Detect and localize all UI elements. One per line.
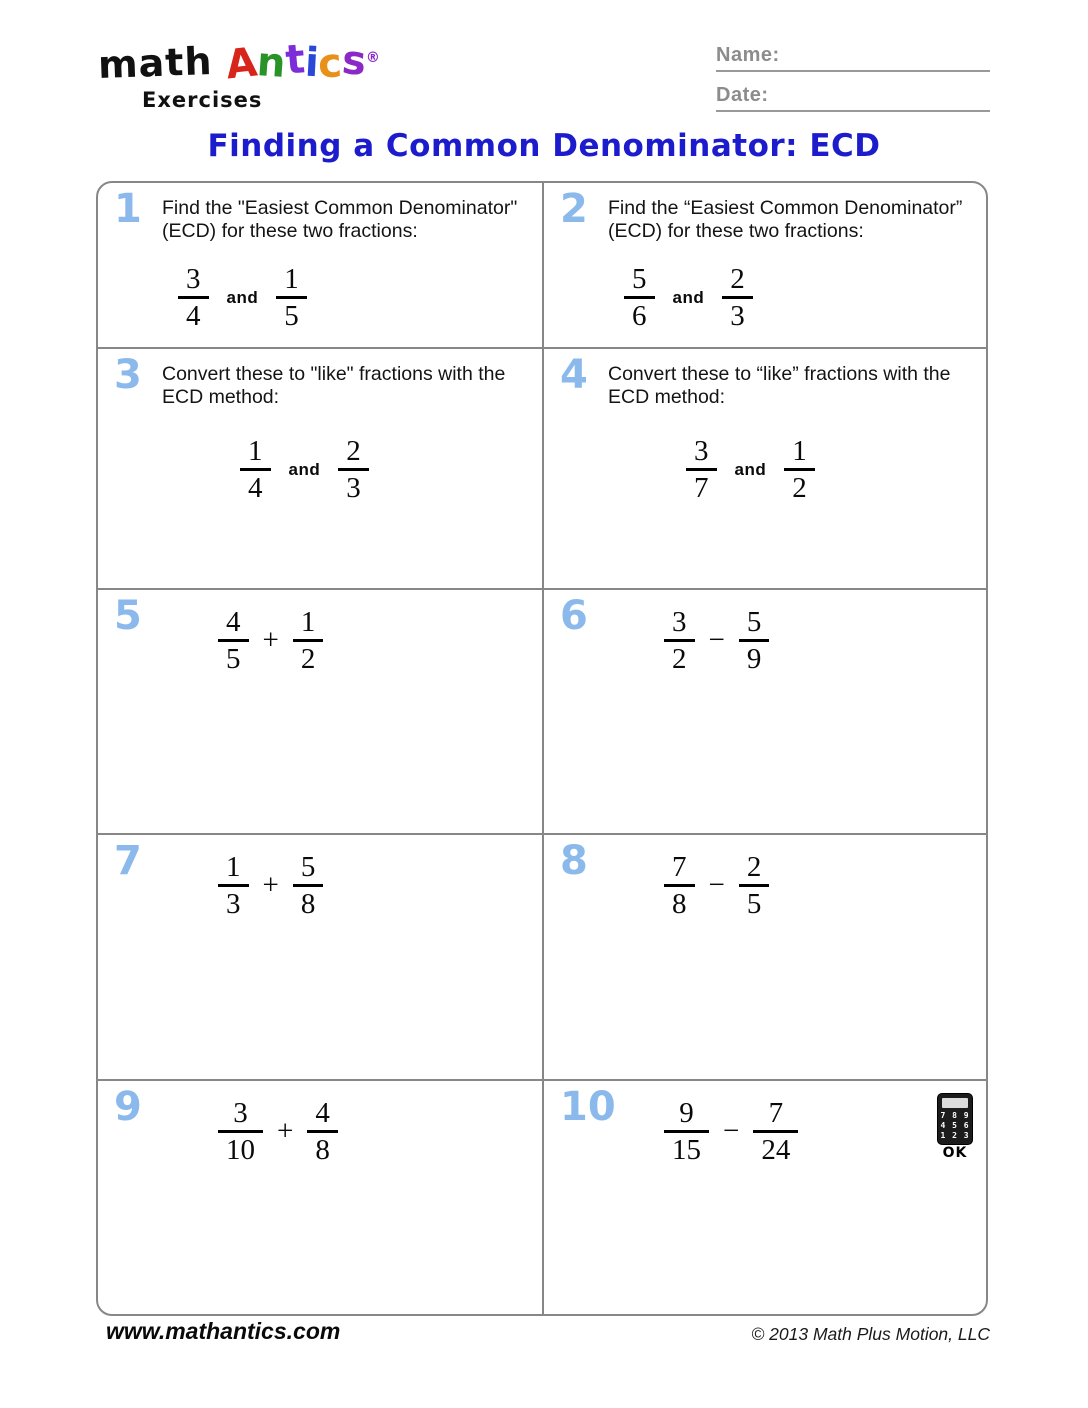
fraction: $\frac{3}{4}$ bbox=[178, 263, 209, 333]
calculator-screen bbox=[942, 1098, 968, 1108]
minus-operator: − bbox=[708, 869, 725, 902]
problem-3-expression bbox=[240, 435, 542, 505]
problem-cell-7 bbox=[98, 835, 542, 1081]
fraction: $\frac{1}{4}$ bbox=[240, 435, 271, 505]
fraction: $\frac{3}{2}$ bbox=[664, 606, 695, 676]
logo-word-antics: Antics® bbox=[223, 36, 380, 89]
fraction: $\frac{3}{10}$ bbox=[218, 1097, 263, 1167]
problem-cell-6 bbox=[542, 590, 986, 835]
fraction: $\frac{3}{7}$ bbox=[686, 435, 717, 505]
problem-cell-4 bbox=[542, 349, 986, 590]
problem-2-expression bbox=[624, 263, 986, 333]
calculator-ok-label: OK bbox=[942, 1145, 968, 1161]
fraction: $\frac{5}{8}$ bbox=[293, 851, 324, 921]
fraction: $\frac{5}{9}$ bbox=[739, 606, 770, 676]
fraction: $\frac{4}{5}$ bbox=[218, 606, 249, 676]
problem-number-9: 9 bbox=[114, 1084, 142, 1130]
date-label: Date: bbox=[716, 84, 769, 106]
calculator-ok-icon bbox=[936, 1093, 974, 1161]
problem-cell-10 bbox=[542, 1081, 986, 1314]
problem-cell-8 bbox=[542, 835, 986, 1081]
calculator-keys: 7 8 9 4 5 6 1 2 3 bbox=[940, 1111, 970, 1140]
problem-number-8: 8 bbox=[560, 838, 588, 884]
fraction: $\frac{2}{3}$ bbox=[338, 435, 369, 505]
fraction: $\frac{1}{3}$ bbox=[218, 851, 249, 921]
fraction: $\frac{1}{5}$ bbox=[276, 263, 307, 333]
problem-cell-9 bbox=[98, 1081, 542, 1314]
minus-operator: − bbox=[708, 624, 725, 657]
plus-operator: + bbox=[277, 1115, 294, 1148]
problem-5-expression bbox=[218, 606, 542, 676]
problem-number-5: 5 bbox=[114, 593, 142, 639]
problem-cell-2 bbox=[542, 183, 986, 349]
problem-cell-5 bbox=[98, 590, 542, 835]
fraction: $\frac{2}{3}$ bbox=[722, 263, 753, 333]
fraction: $\frac{7}{8}$ bbox=[664, 851, 695, 921]
logo-subtitle: Exercises bbox=[142, 88, 263, 112]
name-input-line[interactable] bbox=[716, 44, 990, 72]
problem-number-4: 4 bbox=[560, 352, 588, 398]
fraction: $\frac{2}{5}$ bbox=[739, 851, 770, 921]
problem-number-1: 1 bbox=[114, 186, 142, 232]
problem-cell-1 bbox=[98, 183, 542, 349]
registered-mark: ® bbox=[365, 49, 380, 66]
problem-4-instruction: Convert these to “like” fractions with the ECD method: bbox=[608, 363, 951, 408]
problem-number-3: 3 bbox=[114, 352, 142, 398]
header-fields bbox=[716, 44, 990, 124]
math-antics-logo bbox=[97, 36, 380, 112]
and-label: and bbox=[288, 459, 321, 479]
problem-8-expression bbox=[664, 851, 986, 921]
plus-operator: + bbox=[262, 624, 279, 657]
date-input-line[interactable] bbox=[716, 84, 990, 112]
fraction: $\frac{5}{6}$ bbox=[624, 263, 655, 333]
logo-word-math: math bbox=[97, 39, 214, 87]
problem-number-7: 7 bbox=[114, 838, 142, 884]
problem-6-expression bbox=[664, 606, 986, 676]
minus-operator: − bbox=[723, 1115, 740, 1148]
problem-cell-3 bbox=[98, 349, 542, 590]
and-label: and bbox=[672, 287, 705, 307]
name-label: Name: bbox=[716, 44, 780, 66]
fraction: $\frac{1}{2}$ bbox=[293, 606, 324, 676]
fraction: $\frac{9}{15}$ bbox=[664, 1097, 709, 1167]
plus-operator: + bbox=[262, 869, 279, 902]
problem-number-2: 2 bbox=[560, 186, 588, 232]
fraction: $\frac{1}{2}$ bbox=[784, 435, 815, 505]
logo-wordmark bbox=[97, 36, 380, 89]
problem-2-instruction: Find the “Easiest Common Denominator” (ECD) for these two fractions: bbox=[608, 197, 963, 242]
page-title: Finding a Common Denominator: ECD bbox=[207, 128, 881, 164]
fraction: $\frac{4}{8}$ bbox=[307, 1097, 338, 1167]
calculator-body bbox=[937, 1093, 973, 1145]
problem-number-10: 10 bbox=[560, 1084, 616, 1130]
problem-4-expression bbox=[686, 435, 986, 505]
fraction: $\frac{7}{24}$ bbox=[753, 1097, 798, 1167]
and-label: and bbox=[734, 459, 767, 479]
footer-copyright: © 2013 Math Plus Motion, LLC bbox=[751, 1324, 990, 1344]
problem-grid bbox=[96, 181, 988, 1316]
problem-1-instruction: Find the "Easiest Common Denominator" (ECD) for these two fractions: bbox=[162, 197, 518, 242]
problem-9-expression bbox=[218, 1097, 542, 1167]
problem-7-expression bbox=[218, 851, 542, 921]
problem-number-6: 6 bbox=[560, 593, 588, 639]
and-label: and bbox=[226, 287, 259, 307]
footer-website: www.mathantics.com bbox=[106, 1318, 341, 1344]
problem-3-instruction: Convert these to "like" fractions with the ECD method: bbox=[162, 363, 506, 408]
problem-1-expression bbox=[178, 263, 542, 333]
